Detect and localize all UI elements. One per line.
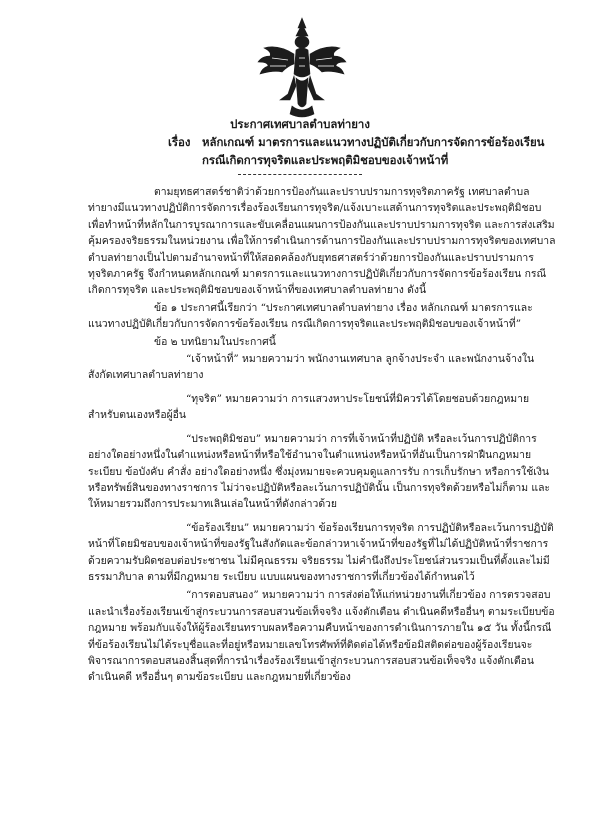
definition-complaint: “ข้อร้องเรียน” หมายความว่า ข้อร้องเรียนการทุจริต การปฏิบัติหรือละเว้นการปฏิบัติหน้าที่โดยมิชอบของเจ้าหน้าที่ของรัฐในสังกัดและข้อกล่าวหาเจ้าหน้าที่ของรัฐที่ไม่ได้ปฏิบัติหน้าที่ราชการด้วยความรับผิดชอบต่อประชาชน ไม่มีคุณธรรม จริยธรรม ไม่คำนึงถึงประโยชน์ส่วนรวมเป็นที่ตั้งและไม่มีธรรมาภิบาล ตามที่มีกฎหมาย ระเบียบ แบบแผนของทางราชการที่เกี่ยวข้องได้กำหนดไว้ (88, 521, 554, 583)
paragraph-clause-1: ข้อ ๑ ประกาศนี้เรียกว่า “ประกาศเทศบาลตำบลท่ายาง เรื่อง หลักเกณฑ์ มาตรการและแนวทางปฏิบัติเกี่ยวกับการจัดการข้อร้องเรียน กรณีเกิดการทุจริตและประพฤติมิชอบของเจ้าหน้าที่” (88, 301, 533, 331)
divider-rule (238, 174, 362, 175)
paragraph-clause-2: ข้อ ๒ บทนิยามในประกาศนี้ (154, 335, 276, 348)
subject-text-continued: กรณีเกิดการทุจริตและประพฤติมิชอบของเจ้าหน้าที่ (202, 153, 449, 167)
document-body (88, 184, 558, 687)
garuda-emblem-icon (252, 14, 352, 122)
subject-label: เรื่อง (168, 135, 191, 149)
definition-corruption: “ทุจริต” หมายความว่า การแสวงหาประโยชน์ที่มิควรได้โดยชอบด้วยกฎหมายสำหรับตนเองหรือผู้อื่น (88, 392, 530, 422)
paragraph-preamble: ตามยุทธศาสตร์ชาติว่าด้วยการป้องกันและปราบปรามการทุจริตภาครัฐ เทศบาลตำบลท่ายางมีแนวทางปฏิบัติการจัดการเรื่องร้องเรียนการทุจริต/แจ้งเบาะแสด้านการทุจริตและประพฤติมิชอบ เพื่อทำหน้าที่หลักในการบูรณาการและขับเคลื่อนแผนการป้องกันและปราบปรามการทุจริต และการส่งเสริมคุ้มครองจริยธรรมในหน่วยงาน เพื่อให้การดำเนินการด้านการป้องกันและปราบปรามการทุจริตของเทศบาลตำบลท่ายางเป็นไปตามอำนาจหน้าที่ให้สอดคล้องกับยุทธศาสตร์ว่าด้วยการป้องกันและปราบปรามการทุจริตภาครัฐ จึงกำหนดหลักเกณฑ์ มาตรการและแนวทางการปฏิบัติเกี่ยวกับการจัดการข้อร้องเรียน กรณีเกิดการทุจริต และประพฤติมิชอบของเจ้าหน้าที่ของเทศบาลตำบลท่ายาง ดังนี้ (88, 186, 556, 297)
subject-text: หลักเกณฑ์ มาตรการและแนวทางปฏิบัติเกี่ยวกับการจัดการข้อร้องเรียน (202, 135, 545, 149)
definition-response: “การตอบสนอง” หมายความว่า การส่งต่อให้แก่หน่วยงานที่เกี่ยวข้อง การตรวจสอบและนำเรื่องร้องเรียนเข้าสู่กระบวนการสอบสวนข้อเท็จจริง แจ้งตักเตือน ดำเนินคดีหรืออื่นๆ ตามระเบียบข้อกฎหมาย พร้อมกับแจ้งให้ผู้ร้องเรียนทราบผลหรือความคืบหน้าของการดำเนินการภายใน ๑๕ วัน ทั้งนี้กรณีที่ข้อร้องเรียนไม่ได้ระบุชื่อและที่อยู่หรือหมายเลขโทรศัพท์ที่ติดต่อได้หรือข้อมิสติดต่อของผู้ร้องเรียนจะพิจารณาการตอบสนองสิ้นสุดที่การนำเรื่องร้องเรียนเข้าสู่กระบวนการสอบสวนข้อเท็จจริง แจ้งตักเตือน ดำเนินคดี หรืออื่นๆ ตามข้อระเบียบ และกฎหมายที่เกี่ยวข้อง (88, 589, 555, 684)
definition-misconduct: “ประพฤติมิชอบ” หมายความว่า การที่เจ้าหน้าที่ปฏิบัติ หรือละเว้นการปฏิบัติการอย่างใดอย่างหนึ่งในตำแหน่งหรือหน้าที่หรือใช้อำนาจในตำแหน่งหรือหน้าที่อันเป็นการฝ่าฝืนกฎหมาย ระเบียบ ข้อบังคับ คำสั่ง อย่างใดอย่างหนึ่ง ซึ่งมุ่งหมายจะควบคุมดูแลการรับ การเก็บรักษา หรือการใช้เงินหรือทรัพย์สินของทางราชการ ไม่ว่าจะปฏิบัติหรือละเว้นการปฏิบัตินั้น เป็นการทุจริตด้วยหรือไม่ก็ตาม และให้หมายรวมถึงการประมาทเลินเล่อในหน้าที่ดังกล่าวด้วย (88, 432, 551, 511)
subject-line (168, 134, 600, 150)
issuer-title: ประกาศเทศบาลตำบลท่ายาง (230, 117, 370, 131)
definition-officer: “เจ้าหน้าที่” หมายความว่า พนักงานเทศบาล ลูกจ้างประจำ และพนักงานจ้างในสังกัดเทศบาลตำบลท่ายาง (88, 353, 535, 382)
